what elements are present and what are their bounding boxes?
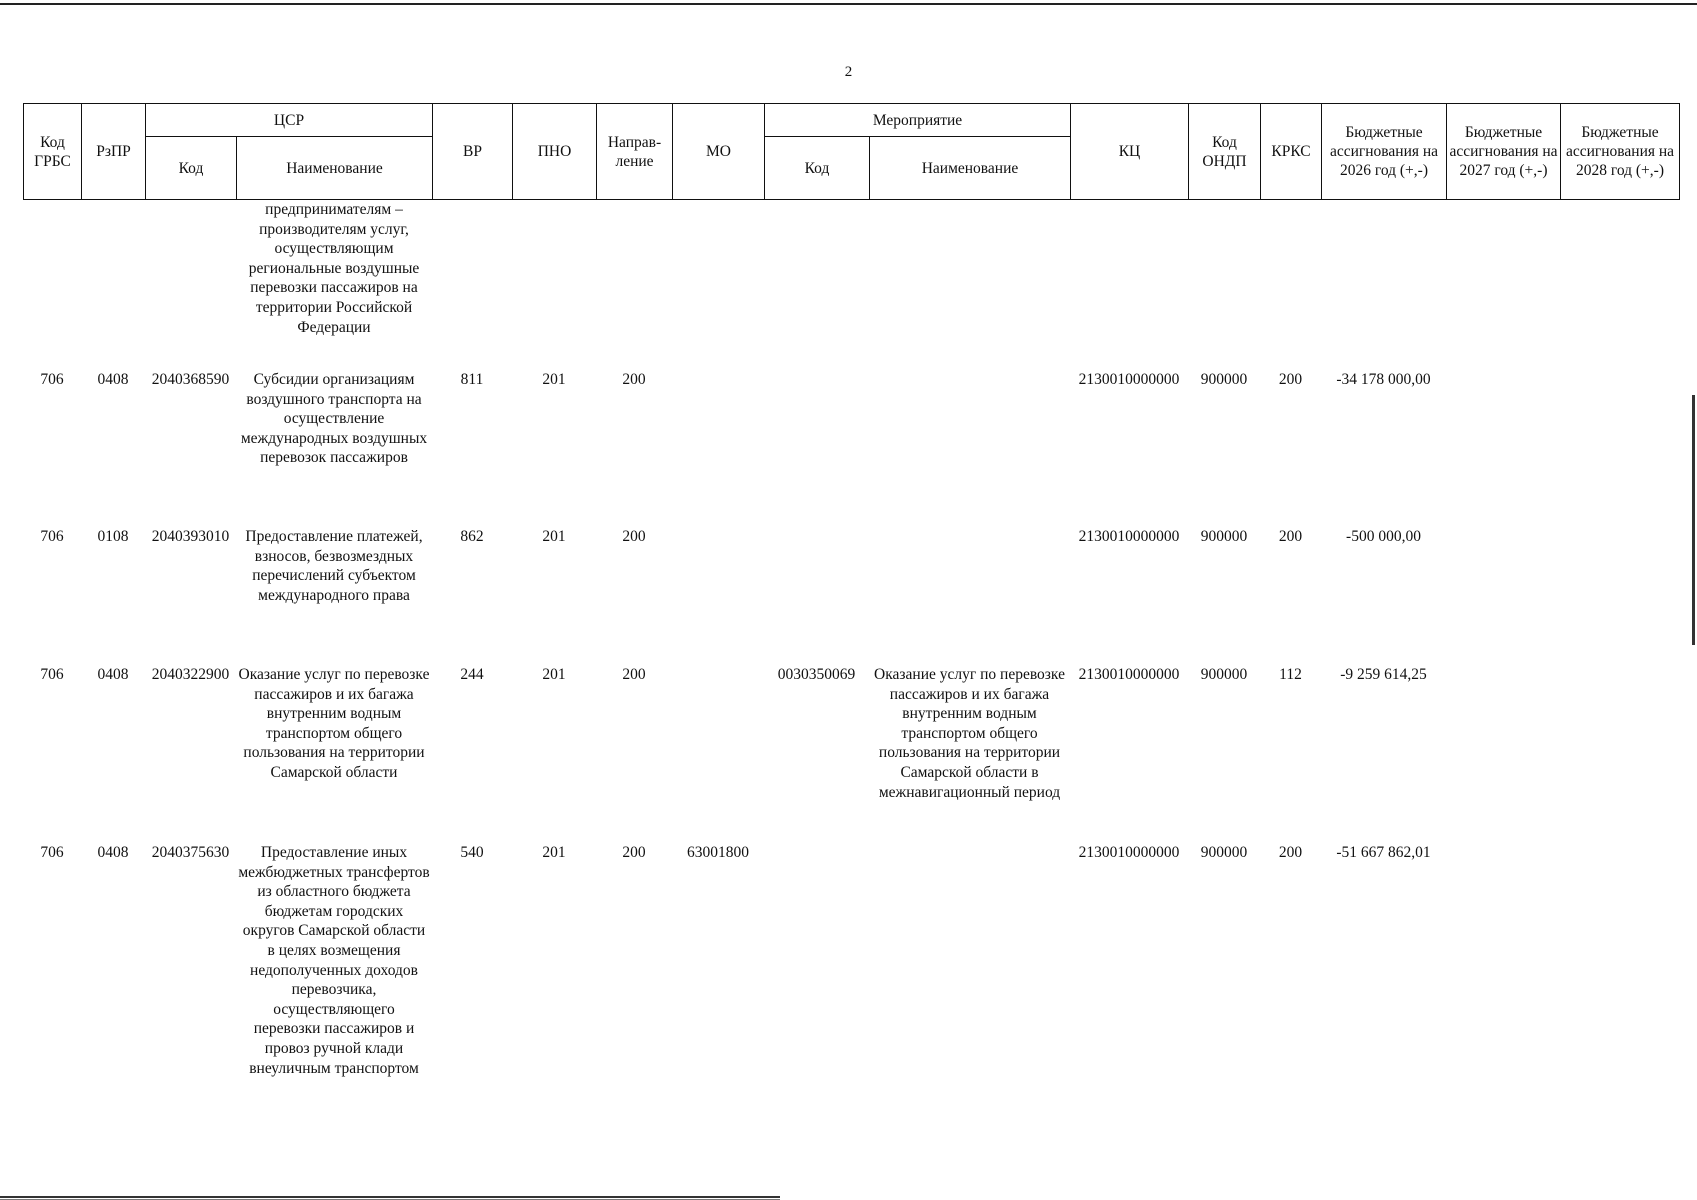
- cell-event-kod: [764, 527, 869, 665]
- cell-vr: 540: [460, 844, 484, 861]
- table-row: [23, 370, 1679, 527]
- cell-event-name: [869, 200, 1070, 370]
- table-header: [23, 103, 1680, 200]
- cell-budget-2026: -34 178 000,00: [1336, 371, 1431, 388]
- table-row: [23, 527, 1679, 665]
- cell-grbs: 706: [40, 666, 64, 683]
- cell-ondp: 900000: [1200, 844, 1248, 861]
- cell-grbs: 706: [40, 371, 64, 388]
- header-budget-2028: Бюджетные ассигнования на 2028 год (+,-): [1561, 104, 1680, 200]
- cell-event-kod: [764, 370, 869, 527]
- cell-budget-2027: [1446, 200, 1560, 370]
- cell-kc: 2130010000000: [1078, 844, 1180, 861]
- cell-mo: [672, 665, 764, 843]
- cell-event-name: [869, 370, 1070, 527]
- cell-budget-2028: [1560, 200, 1679, 370]
- cell-kc: 2130010000000: [1078, 666, 1180, 683]
- header-kc: КЦ: [1071, 104, 1189, 200]
- cell-budget-2028: [1560, 370, 1679, 527]
- cell-event-name: [869, 843, 1070, 1163]
- cell-ondp: 900000: [1200, 666, 1248, 683]
- cell-budget-2026: -51 667 862,01: [1336, 844, 1431, 861]
- cell-direction: 200: [622, 844, 646, 861]
- cell-ondp: [1188, 200, 1260, 370]
- cell-vr: 811: [460, 371, 484, 388]
- table-row: [23, 200, 1679, 370]
- table-body: [23, 200, 1679, 1163]
- header-budget-2026: Бюджетные ассигнования на 2026 год (+,-): [1322, 104, 1447, 200]
- table-row: [23, 665, 1679, 843]
- header-event: Мероприятие: [765, 104, 1071, 137]
- cell-mo: [672, 527, 764, 665]
- header-budget-2027: Бюджетные ассигнования на 2027 год (+,-): [1447, 104, 1561, 200]
- cell-direction: 200: [622, 528, 646, 545]
- cell-mo: 63001800: [687, 844, 749, 861]
- cell-vr: [432, 200, 512, 370]
- header-csr-name: Наименование: [237, 137, 433, 200]
- cell-direction: 200: [622, 666, 646, 683]
- cell-rzpr: [81, 200, 145, 370]
- header-csr: ЦСР: [146, 104, 433, 137]
- cell-grbs: 706: [40, 528, 64, 545]
- cell-csr-name: Оказание услуг по перевозке пассажиров и их багажа внутренним водным транспортом общего пользования на территории Самарской области: [238, 666, 430, 781]
- top-border-line: [0, 3, 1697, 5]
- cell-rzpr: 0408: [97, 666, 129, 683]
- header-rzpr: РзПР: [82, 104, 146, 200]
- cell-budget-2027: [1446, 843, 1560, 1163]
- cell-pno: 201: [542, 844, 566, 861]
- page-number: 2: [844, 64, 853, 80]
- cell-krks: 200: [1278, 844, 1303, 861]
- cell-budget-2027: [1446, 370, 1560, 527]
- cell-mo: [672, 370, 764, 527]
- cell-rzpr: 0108: [97, 528, 129, 545]
- cell-krks: 112: [1279, 666, 1302, 683]
- header-mo: МО: [673, 104, 765, 200]
- cell-mo: [672, 200, 764, 370]
- cell-pno: 201: [542, 528, 566, 545]
- cell-rzpr: 0408: [97, 844, 129, 861]
- cell-rzpr: 0408: [97, 371, 129, 388]
- cell-budget-2027: [1446, 527, 1560, 665]
- cell-event-kod: 0030350069: [777, 666, 856, 683]
- cell-ondp: 900000: [1200, 528, 1248, 545]
- cell-budget-2026: -500 000,00: [1346, 528, 1421, 545]
- cell-csr-name: предпринимателям – производителям услуг, осуществляющим региональные воздушные перевозки пассажиров на территории Российской Федерации: [248, 201, 420, 336]
- cell-budget-2028: [1560, 843, 1679, 1163]
- header-direction: Направ-ление: [597, 104, 673, 200]
- header-krks: КРКС: [1261, 104, 1322, 200]
- cell-pno: 201: [542, 666, 566, 683]
- cell-csr-kod: [145, 200, 236, 370]
- header-pno: ПНО: [513, 104, 597, 200]
- cell-kc: 2130010000000: [1078, 371, 1180, 388]
- cell-grbs: 706: [40, 844, 64, 861]
- cell-krks: 200: [1278, 371, 1303, 388]
- cell-csr-name: Предоставление платежей, взносов, безвозмездных перечислений субъектом международного права: [245, 528, 423, 604]
- header-csr-kod: Код: [146, 137, 237, 200]
- cell-budget-2028: [1560, 665, 1679, 843]
- header-vr: ВР: [433, 104, 513, 200]
- cell-ondp: 900000: [1200, 371, 1248, 388]
- cell-csr-kod: 2040368590: [151, 371, 230, 388]
- cell-csr-kod: 2040393010: [151, 528, 230, 545]
- cell-budget-2026: -9 259 614,25: [1340, 666, 1427, 683]
- cell-event-name: [869, 527, 1070, 665]
- header-event-kod: Код: [765, 137, 870, 200]
- cell-pno: [512, 200, 596, 370]
- cell-vr: 244: [460, 666, 484, 683]
- cell-pno: 201: [542, 371, 566, 388]
- header-event-name: Наименование: [870, 137, 1071, 200]
- cell-krks: 200: [1278, 528, 1303, 545]
- cell-csr-kod: 2040375630: [151, 844, 230, 861]
- cell-event-kod: [764, 200, 869, 370]
- cell-direction: [596, 200, 672, 370]
- cell-direction: 200: [622, 371, 646, 388]
- header-kod-grbs: Код ГРБС: [24, 104, 82, 200]
- cell-kc: [1070, 200, 1188, 370]
- bottom-border-line: [0, 1196, 780, 1198]
- cell-budget-2028: [1560, 527, 1679, 665]
- cell-kc: 2130010000000: [1078, 528, 1180, 545]
- right-edge-line: [1692, 395, 1695, 645]
- cell-csr-name: Предоставление иных межбюджетных трансфертов из областного бюджета бюджетам городских округов Самарской области в целях возмещения недополученных доходов перевозчика, осуществляющего перевозки пассажиров и провоз ручной клади внеуличным транспортом: [238, 844, 430, 1077]
- cell-csr-kod: 2040322900: [151, 666, 230, 683]
- table-row: [23, 843, 1679, 1163]
- cell-csr-name: Субсидии организациям воздушного транспорта на осуществление международных воздушных перевозок пассажиров: [240, 371, 428, 467]
- header-kod-ondp: Код ОНДП: [1189, 104, 1261, 200]
- cell-event-name: Оказание услуг по перевозке пассажиров и их багажа внутренним водным транспортом общего пользования на территории Самарской области в межнавигационный период: [874, 666, 1065, 801]
- cell-vr: 862: [460, 528, 484, 545]
- cell-budget-2026: [1321, 200, 1446, 370]
- cell-budget-2027: [1446, 665, 1560, 843]
- cell-event-kod: [764, 843, 869, 1163]
- cell-krks: [1260, 200, 1321, 370]
- cell-grbs: [23, 200, 81, 370]
